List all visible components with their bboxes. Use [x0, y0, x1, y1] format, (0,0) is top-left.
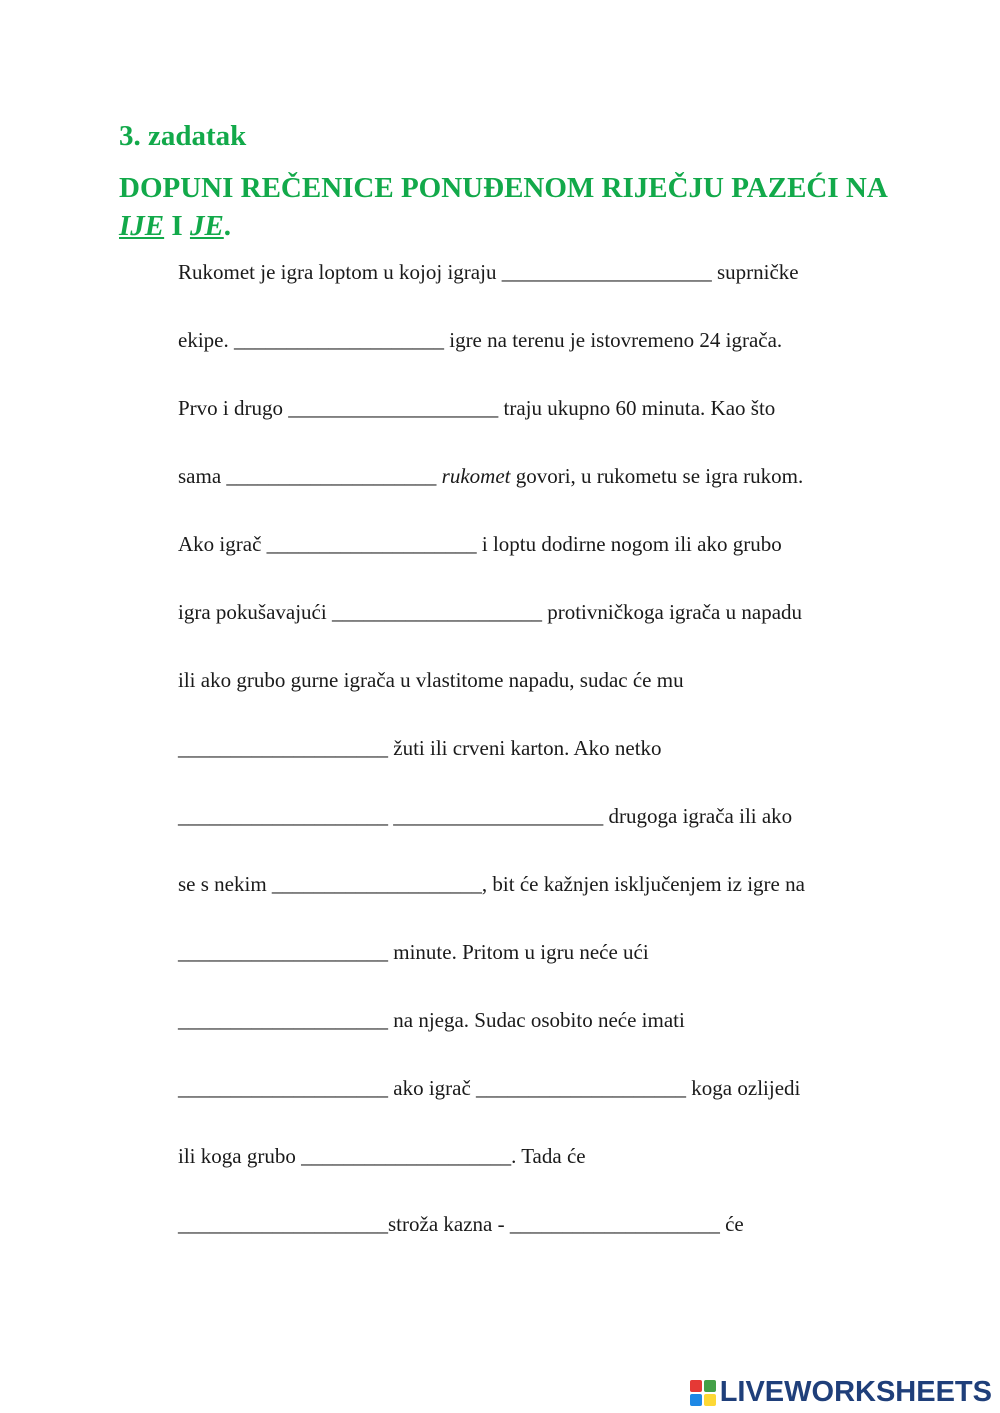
exercise-text: [178, 252, 918, 1272]
line-text: stroža kazna -: [388, 1212, 510, 1236]
line-text: žuti ili crveni karton. Ako netko: [388, 736, 662, 760]
line-text: sama: [178, 464, 227, 488]
logo-text: LIVEWORKSHEETS: [719, 1376, 992, 1408]
logo-square: [690, 1380, 702, 1392]
logo-square: [704, 1380, 716, 1392]
line-text: drugoga igrača ili ako: [603, 804, 793, 828]
logo-square: [704, 1394, 716, 1406]
line-text: ekipe.: [178, 328, 234, 352]
text-line: [178, 864, 918, 932]
answer-blank[interactable]: ____________________: [271, 872, 482, 896]
instruction-ije: IJE: [119, 210, 165, 242]
liveworksheets-logo: [690, 1376, 992, 1409]
answer-blank[interactable]: ____________________: [178, 1008, 388, 1032]
text-line: [178, 524, 918, 592]
line-text: ako igrač: [388, 1076, 477, 1100]
answer-blank[interactable]: ____________________: [226, 464, 437, 488]
text-line: [178, 252, 918, 320]
answer-blank[interactable]: ____________________: [178, 940, 388, 964]
answer-blank[interactable]: ____________________: [331, 600, 542, 624]
line-text: ili ako grubo gurne igrača u vlastitome napadu, sudac će mu: [178, 668, 684, 692]
line-text: Rukomet je igra loptom u kojoj igraju: [178, 260, 502, 284]
answer-blank[interactable]: ____________________: [178, 1076, 388, 1100]
answer-blank[interactable]: ____________________: [476, 1076, 687, 1100]
line-text: minute. Pritom u igru neće ući: [388, 940, 649, 964]
line-text: i loptu dodirne nogom ili ako grubo: [476, 532, 782, 556]
answer-blank[interactable]: ____________________: [393, 804, 604, 828]
text-line: [178, 1136, 918, 1204]
line-text: ili koga grubo: [178, 1144, 302, 1168]
answer-blank[interactable]: ____________________: [178, 804, 388, 828]
answer-blank[interactable]: ____________________: [178, 736, 388, 760]
answer-blank[interactable]: ____________________: [178, 1212, 388, 1236]
answer-blank[interactable]: ____________________: [509, 1212, 720, 1236]
text-line: [178, 388, 918, 456]
line-text: govori, u rukometu se igra rukom.: [510, 464, 804, 488]
task-number: 3. zadatak: [119, 120, 247, 152]
text-line: [178, 1068, 918, 1136]
line-text: Prvo i drugo: [178, 396, 289, 420]
answer-blank[interactable]: ____________________: [301, 1144, 512, 1168]
text-line: [178, 1204, 918, 1272]
answer-blank[interactable]: ____________________: [266, 532, 477, 556]
instruction-period: .: [223, 210, 232, 242]
instruction-text: DOPUNI REČENICE PONUĐENOM RIJEČJU PAZEĆI NA: [119, 172, 887, 204]
logo-squares-icon: [690, 1380, 716, 1406]
text-line: [178, 660, 918, 728]
answer-blank[interactable]: ____________________: [288, 396, 499, 420]
text-line: [178, 320, 918, 388]
instruction-conjunction: I: [164, 210, 190, 242]
line-text: , bit će kažnjen isključenjem iz igre na: [481, 872, 805, 896]
text-line: [178, 728, 918, 796]
answer-blank[interactable]: ____________________: [233, 328, 444, 352]
answer-blank[interactable]: ____________________: [501, 260, 712, 284]
line-text: će: [719, 1212, 744, 1236]
line-text: igre na terenu je istovremeno 24 igrača.: [443, 328, 783, 352]
text-line: [178, 456, 918, 524]
text-line: [178, 592, 918, 660]
text-line: [178, 932, 918, 1000]
instruction-je: JE: [189, 210, 224, 242]
line-text: se s nekim: [178, 872, 272, 896]
line-text: koga ozlijedi: [686, 1076, 801, 1100]
instruction-heading: [119, 169, 919, 245]
text-line: [178, 1000, 918, 1068]
line-text: igra pokušavajući: [178, 600, 332, 624]
line-text: Ako igrač: [178, 532, 267, 556]
line-text: na njega. Sudac osobito neće imati: [388, 1008, 685, 1032]
line-text: traju ukupno 60 minuta. Kao što: [498, 396, 776, 420]
italic-word: rukomet: [441, 464, 511, 488]
line-text: . Tada će: [511, 1144, 586, 1168]
line-text: protivničkoga igrača u napadu: [541, 600, 803, 624]
line-text: suprničke: [711, 260, 799, 284]
logo-square: [690, 1394, 702, 1406]
text-line: [178, 796, 918, 864]
